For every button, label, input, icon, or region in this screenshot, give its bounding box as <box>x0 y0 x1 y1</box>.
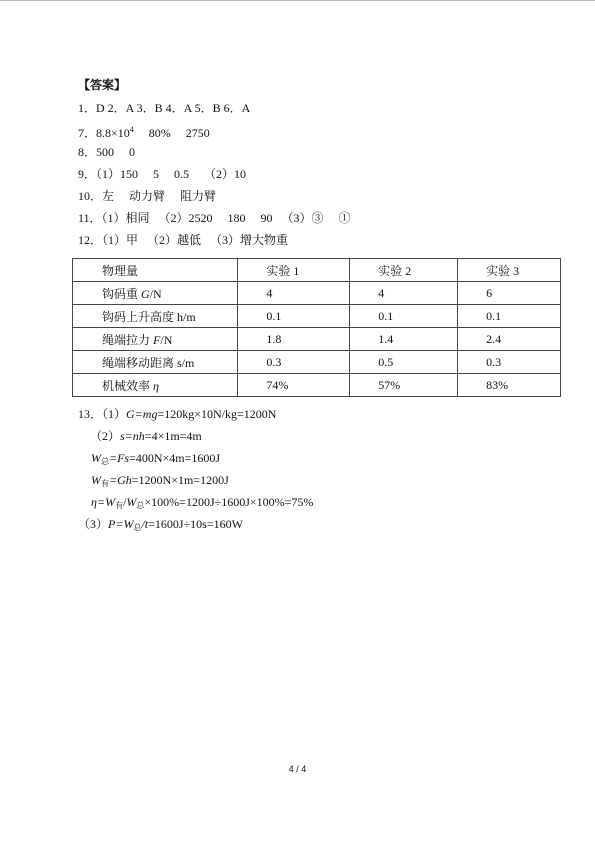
table-cell: 0.3 <box>238 351 350 374</box>
table-row <box>73 351 561 374</box>
table-cell: 0.3 <box>458 351 561 374</box>
table-cell: 6 <box>458 282 561 305</box>
table-row <box>73 282 561 305</box>
row-label-symbol: F <box>153 332 161 347</box>
work-symbol: W <box>126 495 137 509</box>
table-header-row <box>73 259 561 282</box>
header-cell: 物理量 <box>73 259 238 282</box>
q13-part1-result: =120kg×10N/kg=1200N <box>157 407 277 421</box>
work-symbol: W <box>105 495 116 509</box>
total-work-result: =400N×4m=1600J <box>129 451 221 465</box>
work-subscript: 总 <box>133 523 142 532</box>
page-number: 4 / 4 <box>288 764 307 774</box>
table-row <box>73 374 561 397</box>
useful-work-formula: =Gh <box>109 473 132 487</box>
row-label-unit: /N <box>160 332 173 347</box>
table-cell: 1.8 <box>238 328 350 351</box>
answer-line-11: 11．（1）相同 （2）2520 180 90 （3）③ ① <box>78 211 351 225</box>
answer-line-10: 10．左 动力臂 阻力臂 <box>78 189 217 203</box>
table-row <box>73 328 561 351</box>
useful-work-result: =1200N×1m=1200J <box>131 473 229 487</box>
header-cell: 实验 3 <box>458 259 561 282</box>
answer-7-value: 7．8.8×10 <box>78 126 130 140</box>
table-cell: 74% <box>238 374 350 397</box>
answer-line-9: 9．（1）150 5 0.5 （2）10 <box>78 167 247 181</box>
work-subscript: 总 <box>101 457 109 466</box>
q13-part3-label: （3） <box>78 517 109 531</box>
q13-part3 <box>78 516 243 536</box>
header-cell: 实验 1 <box>238 259 350 282</box>
answer-line-1-6: 1．D 2．A 3．B 4．A 5．B 6．A <box>78 101 251 115</box>
power-result: =1600J÷10s=160W <box>148 517 243 531</box>
q13-part1 <box>78 406 276 422</box>
answer-heading: 【答案】 <box>78 78 127 92</box>
work-subscript: 总 <box>136 501 145 510</box>
row-label <box>73 282 238 305</box>
table-cell: 2.4 <box>458 328 561 351</box>
time-symbol: /t <box>141 517 149 531</box>
q13-part2-formula: s=nh <box>120 429 145 443</box>
table-cell: 0.1 <box>458 305 561 328</box>
efficiency-symbol: η= <box>91 495 106 509</box>
row-label-symbol: G <box>141 286 150 301</box>
row-label <box>73 374 238 397</box>
table-cell: 4 <box>238 282 350 305</box>
table-cell: 1.4 <box>350 328 458 351</box>
answer-7-rest: 80% 2750 <box>133 126 210 140</box>
row-label-text: 钩码重 <box>102 286 142 301</box>
row-label-text: 钩码上升高度 h/m <box>102 309 196 324</box>
row-label-unit: /N <box>149 286 162 301</box>
row-label <box>73 305 238 328</box>
answer-7-exponent: 4 <box>129 125 134 134</box>
row-label-text: 绳端拉力 <box>102 332 154 347</box>
power-symbol: P= <box>108 517 124 531</box>
row-label <box>73 328 238 351</box>
work-symbol: W <box>123 517 134 531</box>
total-work-formula: =Fs <box>109 451 130 465</box>
table-cell: 83% <box>458 374 561 397</box>
answer-line-7 <box>78 122 210 141</box>
q13-part2 <box>90 428 202 444</box>
q13-part2-label: （2） <box>90 429 121 443</box>
table-cell: 0.5 <box>350 351 458 374</box>
row-label-symbol: η <box>153 378 159 393</box>
work-subscript: 有 <box>101 479 109 488</box>
q13-efficiency <box>91 494 313 514</box>
table-row <box>73 305 561 328</box>
q13-useful-work <box>91 472 229 492</box>
q13-total-work <box>91 450 220 470</box>
division-slash: / <box>123 495 127 509</box>
row-label-text: 绳端移动距离 s/m <box>102 355 195 370</box>
q13-part2-result: =4×1m=4m <box>144 429 202 443</box>
efficiency-result: ×100%=1200J÷1600J×100%=75% <box>144 495 314 509</box>
q13-part1-label: 13．（1） <box>78 407 127 421</box>
answer-line-12: 12．（1）甲 （2）越低 （3）增大物重 <box>78 233 289 247</box>
table-cell: 0.1 <box>350 305 458 328</box>
q13-part1-formula: G=mg <box>126 407 158 421</box>
work-symbol: W <box>91 473 101 487</box>
answer-line-8: 8．500 0 <box>78 145 136 159</box>
header-cell: 实验 2 <box>350 259 458 282</box>
table-cell: 0.1 <box>238 305 350 328</box>
work-subscript: 有 <box>115 501 124 510</box>
work-symbol: W <box>91 451 101 465</box>
table-cell: 4 <box>350 282 458 305</box>
row-label <box>73 351 238 374</box>
experiment-table <box>72 258 561 397</box>
table-cell: 57% <box>350 374 458 397</box>
row-label-text: 机械效率 <box>102 378 154 393</box>
